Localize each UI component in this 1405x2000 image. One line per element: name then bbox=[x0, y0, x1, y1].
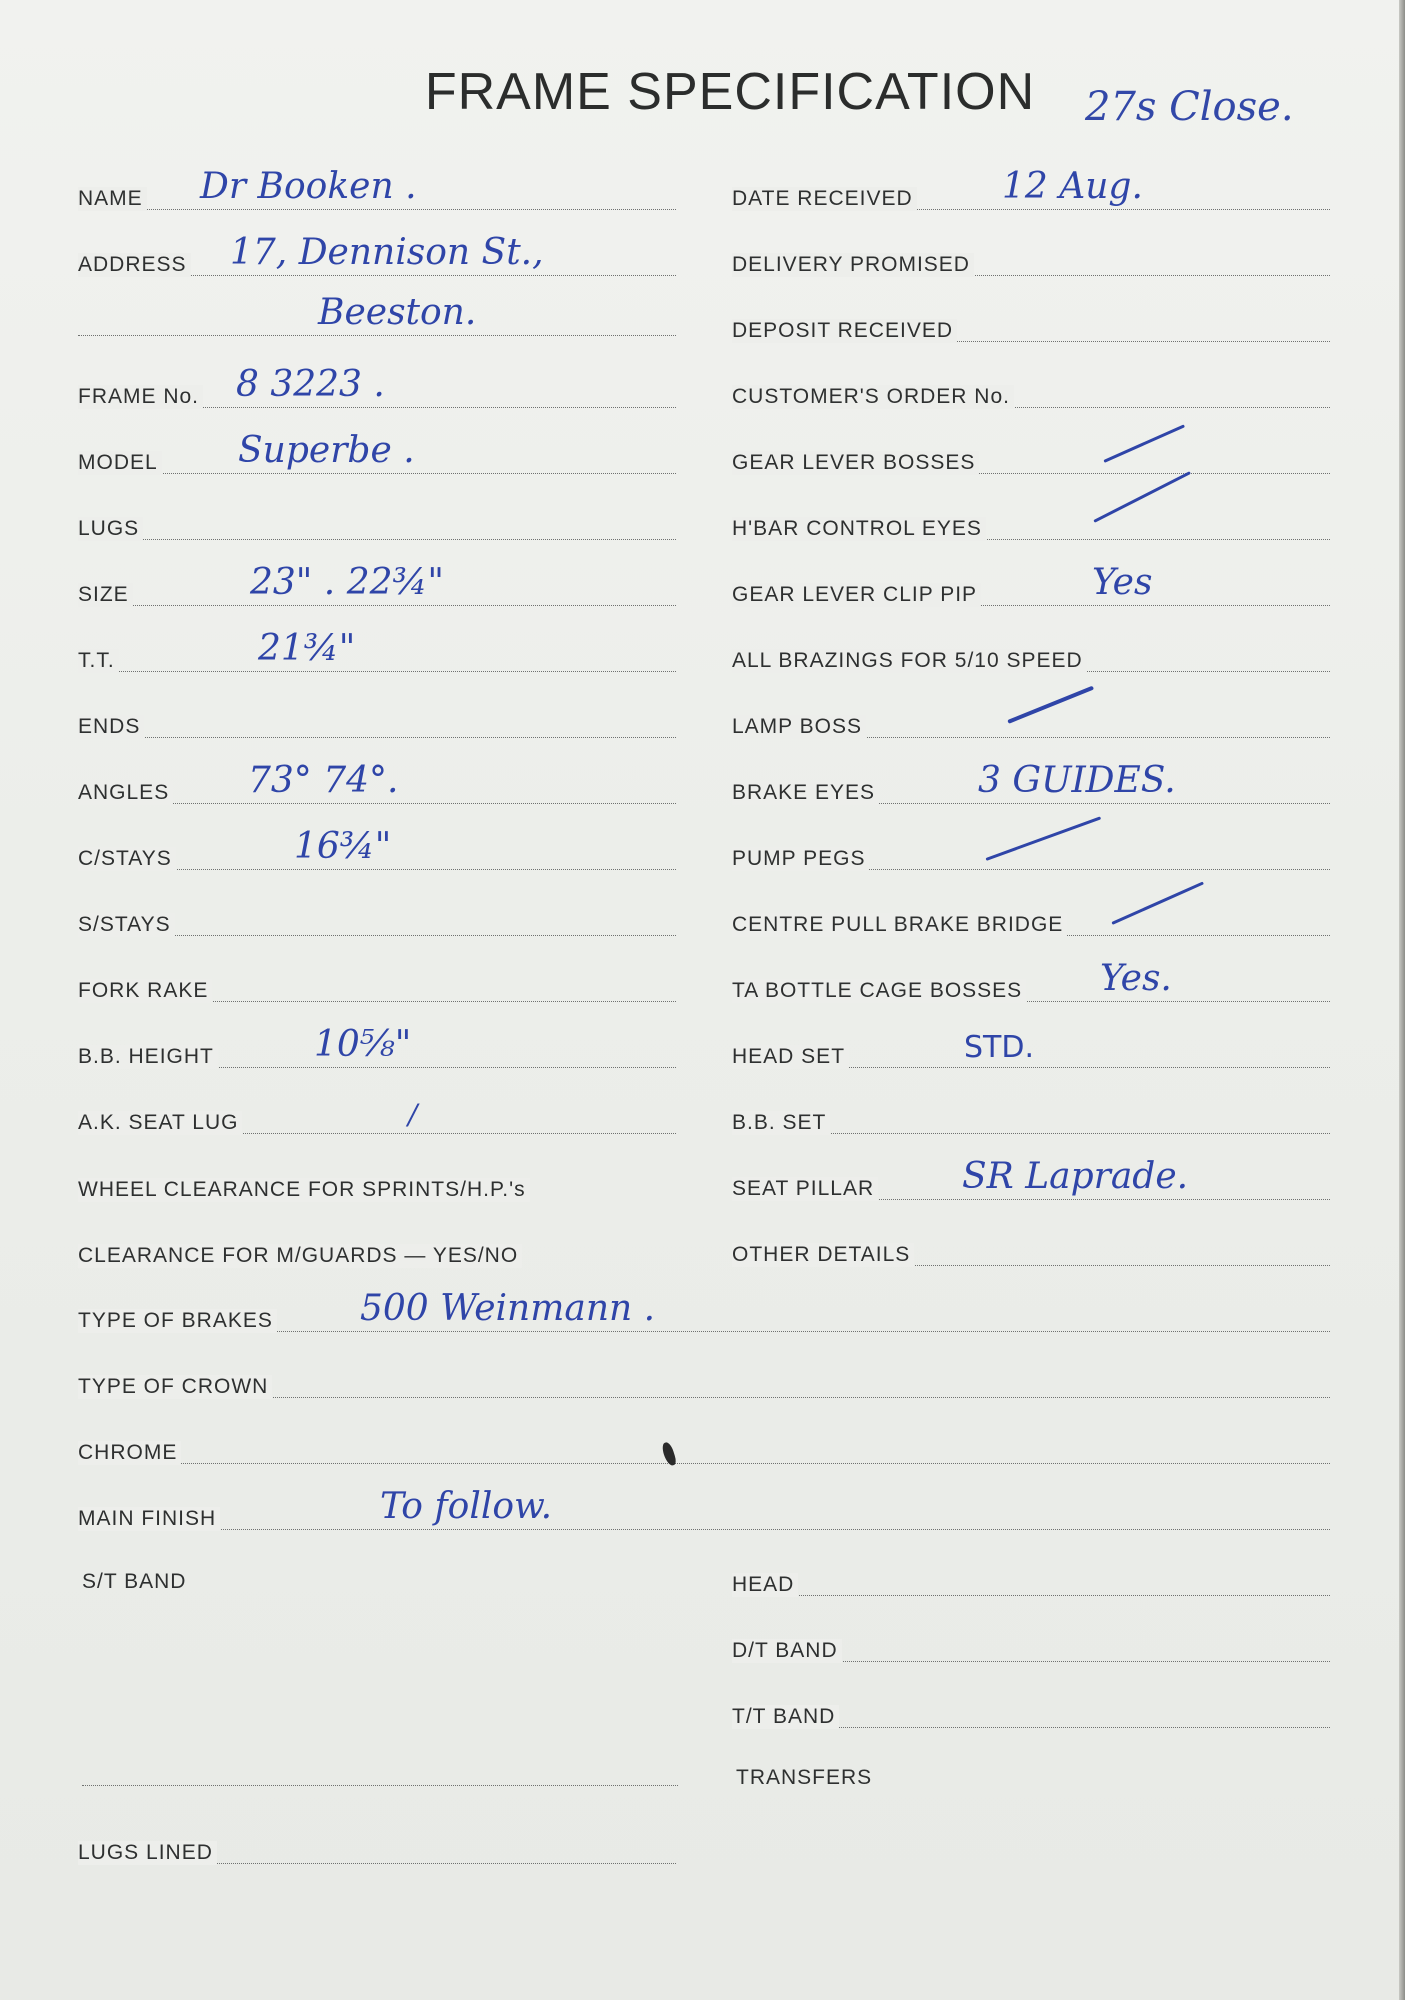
field-label: HEAD bbox=[732, 1573, 798, 1597]
field-label: WHEEL CLEARANCE FOR SPRINTS/H.P.'s bbox=[78, 1178, 530, 1202]
field-all-brazings[interactable] bbox=[732, 632, 1330, 672]
field-label: BRAKE EYES bbox=[732, 781, 879, 805]
tick-mark bbox=[1093, 471, 1191, 523]
field-value: 12 Aug. bbox=[1002, 166, 1143, 207]
field-delivery-promised[interactable] bbox=[732, 236, 1330, 276]
field-brake-eyes[interactable] bbox=[732, 760, 1330, 804]
field-value: Yes. bbox=[1100, 958, 1172, 999]
field-ends[interactable] bbox=[78, 698, 676, 738]
field-gear-lever-clip-pip[interactable] bbox=[732, 562, 1330, 606]
field-value: Superbe . bbox=[238, 430, 415, 471]
field-top-tube[interactable] bbox=[78, 628, 676, 672]
field-label: DATE RECEIVED bbox=[732, 187, 917, 211]
field-bb-set[interactable] bbox=[732, 1094, 1330, 1134]
field-lamp-boss[interactable] bbox=[732, 698, 1330, 738]
field-label: OTHER DETAILS bbox=[732, 1243, 914, 1267]
field-label: A.K. SEAT LUG bbox=[78, 1111, 242, 1135]
field-label: H'BAR CONTROL EYES bbox=[732, 517, 986, 541]
tick-mark bbox=[1111, 881, 1204, 924]
field-lugs[interactable] bbox=[78, 500, 676, 540]
field-label: CHROME bbox=[78, 1441, 181, 1465]
title-handwritten-note: 27s Close. bbox=[1085, 84, 1294, 130]
field-label: DEPOSIT RECEIVED bbox=[732, 319, 957, 343]
field-value: SR Laprade. bbox=[962, 1156, 1189, 1197]
field-label: MAIN FINISH bbox=[78, 1507, 220, 1531]
field-value: Dr Booken . bbox=[200, 166, 417, 207]
field-label: MODEL bbox=[78, 451, 162, 475]
field-label: LAMP BOSS bbox=[732, 715, 866, 739]
field-value: 73° 74°. bbox=[248, 760, 399, 801]
page-title: FRAME SPECIFICATION bbox=[424, 63, 1036, 121]
field-label: TA BOTTLE CAGE BOSSES bbox=[732, 979, 1026, 1003]
field-label: T/T BAND bbox=[732, 1705, 839, 1729]
field-seat-pillar[interactable] bbox=[732, 1156, 1330, 1200]
field-head-set[interactable] bbox=[732, 1028, 1330, 1068]
field-chrome[interactable] bbox=[78, 1424, 1330, 1464]
field-label: FRAME No. bbox=[78, 385, 203, 409]
field-angles[interactable] bbox=[78, 760, 676, 804]
field-type-of-brakes[interactable] bbox=[78, 1288, 1330, 1332]
field-top-tube-band[interactable] bbox=[732, 1688, 1330, 1728]
field-label: DELIVERY PROMISED bbox=[732, 253, 974, 277]
field-value: STD. bbox=[964, 1030, 1035, 1065]
field-blank-line bbox=[82, 1785, 678, 1786]
field-fork-rake[interactable] bbox=[78, 962, 676, 1002]
field-bottle-cage-bosses[interactable] bbox=[732, 958, 1330, 1002]
field-address[interactable] bbox=[78, 232, 676, 276]
field-model[interactable] bbox=[78, 430, 676, 474]
field-value: To follow. bbox=[380, 1486, 553, 1527]
field-label: TYPE OF BRAKES bbox=[78, 1309, 277, 1333]
field-pump-pegs[interactable] bbox=[732, 830, 1330, 870]
field-label: NAME bbox=[78, 187, 147, 211]
field-label: TYPE OF CROWN bbox=[78, 1375, 272, 1399]
field-value: 17, Dennison St., bbox=[230, 232, 544, 273]
field-chain-stays[interactable] bbox=[78, 826, 676, 870]
field-label: GEAR LEVER CLIP PIP bbox=[732, 583, 981, 607]
field-handlebar-control-eyes[interactable] bbox=[732, 500, 1330, 540]
field-value: Beeston. bbox=[318, 292, 477, 333]
field-customer-order-number[interactable] bbox=[732, 368, 1330, 408]
field-label: CUSTOMER'S ORDER No. bbox=[732, 385, 1014, 409]
field-seat-tube-band: S/T BAND bbox=[82, 1570, 187, 1593]
field-label: S/STAYS bbox=[78, 913, 175, 937]
field-mudguard-clearance[interactable] bbox=[78, 1226, 676, 1266]
field-label: PUMP PEGS bbox=[732, 847, 869, 871]
field-label: SEAT PILLAR bbox=[732, 1177, 878, 1201]
field-value: 3 GUIDES. bbox=[978, 760, 1176, 801]
field-main-finish[interactable] bbox=[78, 1486, 1330, 1530]
field-label: C/STAYS bbox=[78, 847, 176, 871]
field-down-tube-band[interactable] bbox=[732, 1622, 1330, 1662]
field-label: LUGS bbox=[78, 517, 143, 541]
field-label: ENDS bbox=[78, 715, 144, 739]
field-value: 21¾" bbox=[258, 628, 356, 669]
field-label: T.T. bbox=[78, 649, 119, 673]
field-gear-lever-bosses[interactable] bbox=[732, 434, 1330, 474]
field-value: / bbox=[408, 1098, 418, 1131]
field-label: B.B. SET bbox=[732, 1111, 830, 1135]
field-type-of-crown[interactable] bbox=[78, 1358, 1330, 1398]
field-value: 23" . 22¾" bbox=[250, 562, 444, 603]
field-label: ALL BRAZINGS FOR 5/10 SPEED bbox=[732, 649, 1087, 673]
field-deposit-received[interactable] bbox=[732, 302, 1330, 342]
field-label: D/T BAND bbox=[732, 1639, 842, 1663]
field-wheel-clearance[interactable] bbox=[78, 1160, 676, 1200]
field-label: SIZE bbox=[78, 583, 133, 607]
field-lugs-lined[interactable] bbox=[78, 1824, 676, 1864]
field-label: HEAD SET bbox=[732, 1045, 849, 1069]
field-ak-seat-lug[interactable] bbox=[78, 1094, 676, 1134]
field-value: 500 Weinmann . bbox=[360, 1288, 656, 1329]
field-label: B.B. HEIGHT bbox=[78, 1045, 218, 1069]
field-transfers: TRANSFERS bbox=[736, 1766, 873, 1789]
field-date-received[interactable] bbox=[732, 166, 1330, 210]
field-head[interactable] bbox=[732, 1556, 1330, 1596]
field-label: GEAR LEVER BOSSES bbox=[732, 451, 979, 475]
field-other-details[interactable] bbox=[732, 1226, 1330, 1266]
field-label: ANGLES bbox=[78, 781, 173, 805]
field-seat-stays[interactable] bbox=[78, 896, 676, 936]
field-address-line-2[interactable] bbox=[78, 292, 676, 336]
field-size[interactable] bbox=[78, 562, 676, 606]
field-bb-height[interactable] bbox=[78, 1024, 676, 1068]
field-label: FORK RAKE bbox=[78, 979, 212, 1003]
field-label: ADDRESS bbox=[78, 253, 191, 277]
field-value: 16¾" bbox=[294, 826, 392, 867]
field-value: 10⅝" bbox=[314, 1024, 412, 1065]
field-label: CLEARANCE FOR M/GUARDS — YES/NO bbox=[78, 1244, 522, 1268]
field-label: CENTRE PULL BRAKE BRIDGE bbox=[732, 913, 1067, 937]
field-value: Yes bbox=[1092, 562, 1153, 603]
field-label: LUGS LINED bbox=[78, 1841, 217, 1865]
field-frame-number[interactable] bbox=[78, 364, 676, 408]
field-name[interactable] bbox=[78, 166, 676, 210]
field-value: 8 3223 . bbox=[236, 364, 385, 405]
field-centre-pull-brake-bridge[interactable] bbox=[732, 896, 1330, 936]
paper-edge bbox=[1399, 0, 1405, 2000]
